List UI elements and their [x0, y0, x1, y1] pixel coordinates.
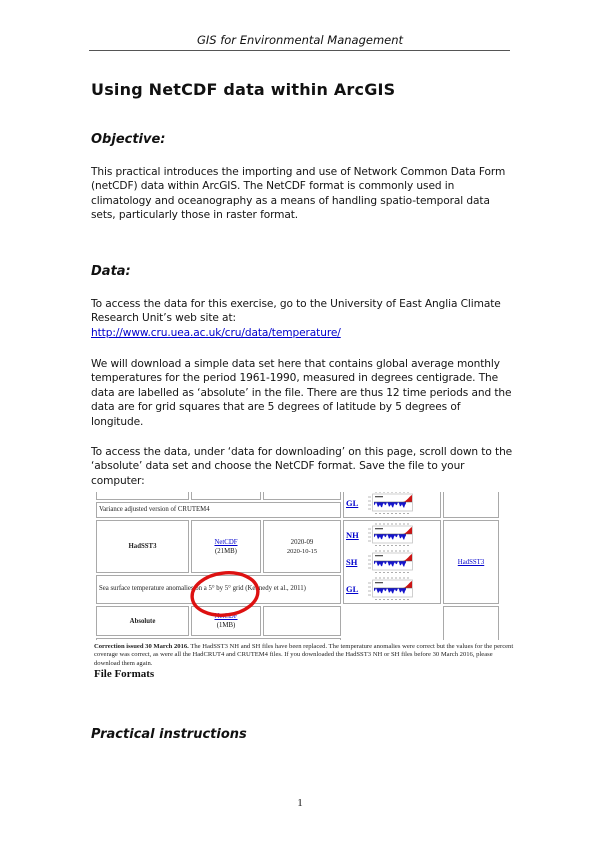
data-download-paragraph: We will download a simple data set here that contains global average monthly temperatures for the period 1961-1990, measured in degrees centigrade. The data are labelled as ‘absolute’ in the file. There are thus 12 time periods and the data are for grid squares that are 5 degrees of latitude by 5 degrees of longitude.: [91, 358, 512, 428]
table-row: [96, 520, 499, 573]
anomaly-chart-thumbnail: [366, 576, 414, 602]
empty-cell: [443, 606, 499, 640]
header-rule: [89, 50, 510, 51]
crutem4-gl-link[interactable]: GL: [346, 497, 359, 508]
download-table: [94, 492, 501, 640]
table-row: [96, 492, 499, 500]
crutem4-description: Variance adjusted version of CRUTEM4: [96, 502, 341, 518]
hadsst3-page-link[interactable]: HadSST3: [457, 558, 485, 566]
page-number: 1: [297, 797, 303, 809]
data-intro-paragraph: [91, 297, 515, 340]
table-row: [96, 606, 499, 636]
empty-area: [343, 606, 441, 636]
practical-instructions-heading: Practical instructions: [91, 727, 247, 742]
hadsst3-description: Sea surface temperature anomalies on a 5° by 5° grid (Kennedy et al., 2011): [96, 575, 341, 604]
objective-heading: Objective:: [91, 132, 166, 147]
anomaly-chart-thumbnail: [366, 492, 414, 516]
absolute-netcdf-link[interactable]: NetCDF: [214, 613, 238, 620]
hadsst3-netcdf-link[interactable]: NetCDF: [214, 538, 238, 546]
empty-area: [343, 638, 441, 640]
hadsst3-region-charts-cell: [343, 520, 441, 604]
empty-cell: [263, 492, 341, 500]
correction-lead: Correction issued 30 March 2016.: [94, 643, 189, 650]
hadsst3-sh-link[interactable]: SH: [346, 557, 358, 567]
absolute-description: [96, 638, 341, 640]
table-row: [96, 638, 499, 640]
hadsst3-format-cell: [191, 520, 261, 573]
hadsst3-nh-link[interactable]: NH: [346, 530, 359, 540]
anomaly-chart-thumbnail: [366, 549, 414, 575]
hadsst3-page-cell: [443, 520, 499, 604]
empty-cell: [443, 492, 499, 518]
cru-temperature-link[interactable]: http://www.cru.uea.ac.uk/cru/data/temperature/: [91, 326, 341, 339]
data-heading: Data:: [91, 264, 131, 279]
hadsst3-date-secondary: 2020-10-15: [286, 547, 318, 555]
data-intro-text: To access the data for this exercise, go to the University of East Anglia Climate Research Unit’s web site at:: [91, 298, 501, 325]
absolute-format-cell: [191, 606, 261, 636]
absolute-file-size: (1MB): [216, 622, 236, 629]
absolute-name: Absolute: [96, 606, 189, 636]
empty-cell: [96, 492, 189, 500]
correction-text: The HadSST3 NH and SH files have been replaced. The temperature anomalies were correct but the values for the percent coverage was correct, as were all the HadCRUT4 and CRUTEM4 files. If you downloaded the HadSST3 NH or SH files before 30 March 2016, please download them again.: [94, 643, 514, 667]
empty-cell: [263, 606, 341, 636]
data-access-paragraph: To access the data, under ‘data for downloading’ on this page, scroll down to the ‘absolute’ data set and choose the NetCDF format. Save the file to your computer:: [91, 446, 513, 487]
crutem4-gl-chart-cell: [343, 492, 441, 518]
anomaly-chart-thumbnail: [366, 522, 414, 548]
hadsst3-date: 2020-09: [290, 538, 314, 546]
hadsst3-date-cell: [263, 520, 341, 573]
correction-note: [94, 643, 515, 668]
objective-paragraph: This practical introduces the importing and use of Network Common Data Form (netCDF) data within ArcGIS. The NetCDF format is commonly used in climatology and oceanography as a means of handling spatio-temporal data sets, particularly those in raster format.: [91, 166, 506, 222]
page-title: Using NetCDF data within ArcGIS: [91, 80, 396, 99]
hadsst3-gl-link[interactable]: GL: [346, 584, 359, 594]
running-header: GIS for Environmental Management: [196, 33, 404, 47]
empty-cell: [191, 492, 261, 500]
hadsst3-file-size: (21MB): [215, 547, 237, 555]
cru-website-screenshot: [94, 492, 518, 640]
hadsst3-name: HadSST3: [96, 520, 189, 573]
file-formats-heading: File Formats: [94, 668, 155, 680]
